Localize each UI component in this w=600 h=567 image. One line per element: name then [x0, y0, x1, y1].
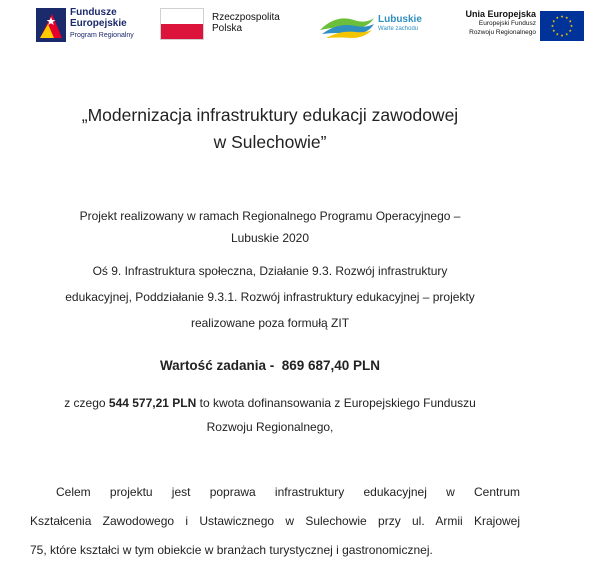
- ue-line3: Rozwoju Regionalnego: [469, 29, 536, 36]
- task-value-label: Wartość zadania -: [159, 358, 275, 373]
- goal-paragraph: [30, 478, 520, 565]
- lubuskie-tagline: Warte zachodu: [378, 26, 419, 32]
- program-line1: Projekt realizowany w ramach Regionalnego Programu Operacyjnego –: [79, 209, 461, 223]
- axis-line2: edukacyjnej, Poddziałanie 9.3.1. Rozwój infrastruktury edukacyjnej – projekty: [65, 290, 475, 304]
- lubuskie-logo: [318, 6, 430, 46]
- lubuskie-text: [378, 14, 422, 32]
- goal-line2: Kształcenia Zawodowego i Ustawicznego w Sulechowie przy ul. Armii Krajowej: [30, 514, 520, 528]
- unia-europejska-text: [450, 10, 536, 37]
- funding-line1: [30, 391, 510, 415]
- rp-line1: Rzeczpospolita: [212, 12, 280, 23]
- fe-line3: Program Regionalny: [70, 32, 134, 39]
- fundusze-europejskie-text: [70, 7, 134, 41]
- rp-line2: Polska: [212, 23, 243, 34]
- lubuskie-waves-icon: [318, 12, 376, 40]
- funding-line2: Rozwoju Regionalnego,: [206, 420, 334, 434]
- goal-line3: 75, które kształci w tym obiekcie w branżach turystycznej i gastronomicznej.: [30, 543, 433, 557]
- rzeczpospolita-polska-text: [212, 12, 280, 34]
- program-paragraph: [30, 205, 510, 249]
- title-line1: „Modernizacja infrastruktury edukacji zawodowej: [81, 105, 459, 125]
- eu-flag-icon: [540, 11, 584, 41]
- page-title: [0, 102, 540, 156]
- task-value: [30, 356, 510, 376]
- funding-suffix: to kwota dofinansowania z Europejskiego Funduszu: [199, 396, 476, 410]
- fe-line2: Europejskie: [70, 18, 127, 29]
- fundusze-europejskie-star-icon: [36, 8, 66, 42]
- axis-line1: Oś 9. Infrastruktura społeczna, Działanie 9.3. Rozwój infrastruktury: [92, 264, 448, 278]
- logo-bar: [0, 0, 600, 52]
- fe-line1: Fundusze: [70, 7, 117, 18]
- funding-prefix: z czego: [64, 396, 106, 410]
- axis-paragraph: [30, 258, 510, 336]
- rzeczpospolita-polska-logo: [160, 6, 300, 46]
- title-line2: w Sulechowie”: [213, 132, 327, 152]
- ue-line1: Unia Europejska: [465, 9, 536, 19]
- program-line2: Lubuskie 2020: [230, 231, 310, 245]
- axis-line3: realizowane poza formułą ZIT: [190, 316, 350, 330]
- lubuskie-name: Lubuskie: [378, 14, 422, 25]
- funding-paragraph: [30, 391, 510, 439]
- goal-line1: Celem projektu jest poprawa infrastruktury edukacyjnej w Centrum: [56, 485, 520, 499]
- fundusze-europejskie-logo: [36, 6, 166, 46]
- task-value-amount: 869 687,40 PLN: [281, 358, 381, 373]
- unia-europejska-logo: [450, 6, 590, 46]
- poland-flag-icon: [160, 8, 204, 40]
- funding-amount: 544 577,21 PLN: [108, 396, 197, 410]
- ue-line2: Europejski Fundusz: [478, 20, 536, 27]
